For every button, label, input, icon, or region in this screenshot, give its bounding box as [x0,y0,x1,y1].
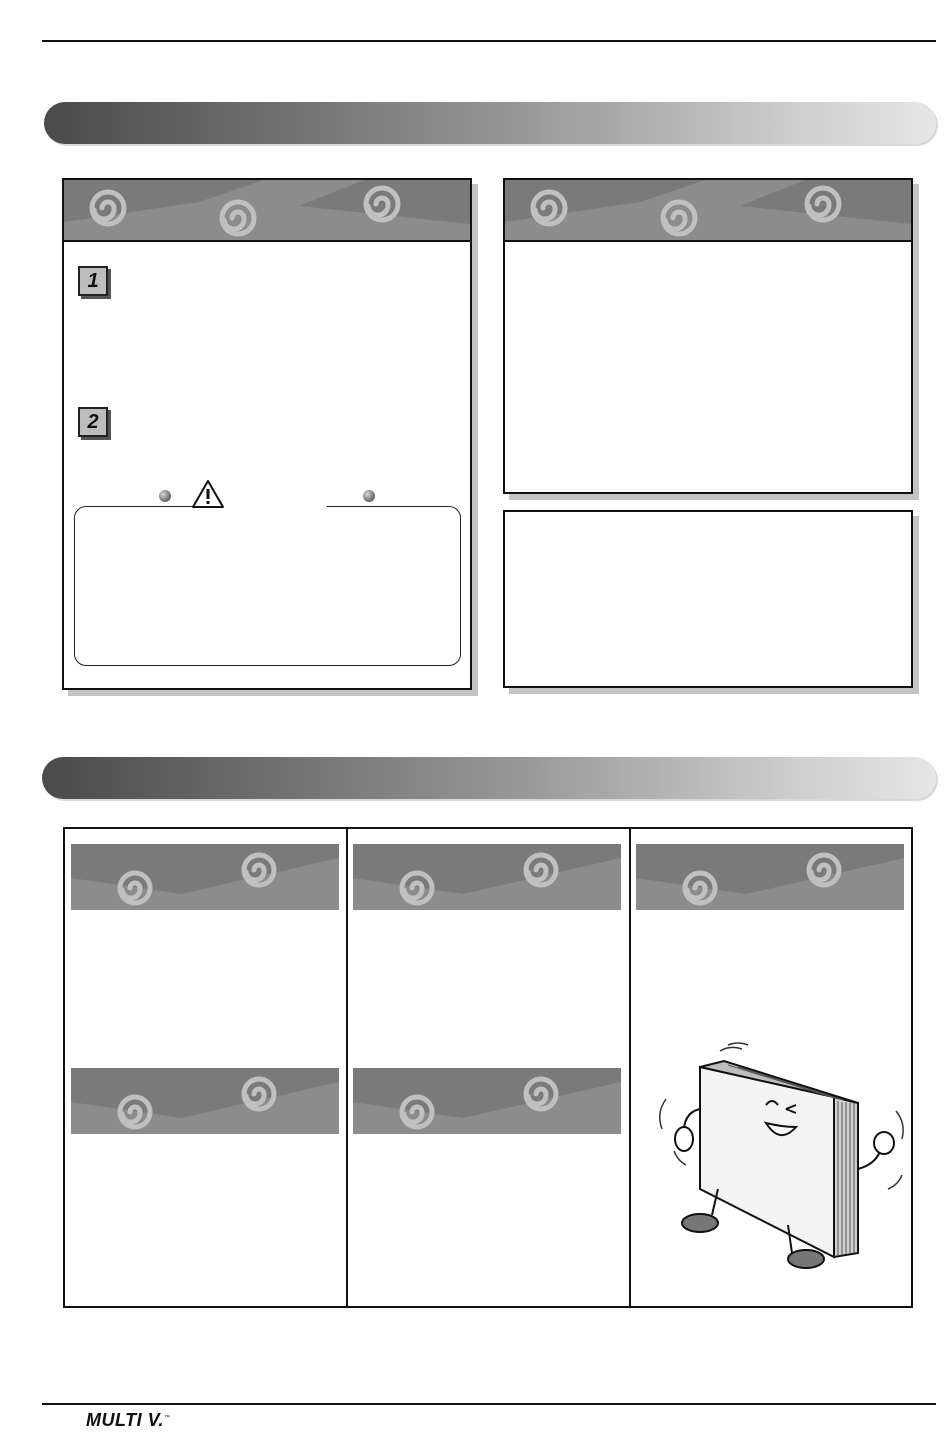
panel-left [62,178,472,690]
panel-right-bottom [503,510,913,688]
caution-title [207,491,327,521]
step-number-1: 1 [78,266,108,296]
header-rule [42,40,936,42]
caution-box [74,506,461,666]
section-bar-2 [42,757,936,799]
section-bar-1 [44,102,936,144]
card-banner [353,844,621,910]
logo-text: MULTI V. [86,1410,165,1430]
warning-triangle-icon [191,479,225,509]
card-banner [71,844,339,910]
card-banner [636,844,904,910]
brand-logo [86,1410,171,1431]
trademark-mark: ™ [164,1415,171,1421]
panel-banner [505,180,911,242]
footer-rule [42,1403,936,1405]
card-banner [71,1068,339,1134]
mascot-unit-illustration [638,1039,908,1279]
column-divider [346,829,348,1306]
panel-banner [64,180,470,242]
panel-right-top [503,178,913,494]
swirl-icon [505,180,911,240]
card-banner [353,1068,621,1134]
swirl-icon [64,180,470,240]
column-divider [629,829,631,1306]
bead-left [159,490,171,502]
step-number-2: 2 [78,407,108,437]
bottom-grid [63,827,913,1308]
bead-right [363,490,375,502]
